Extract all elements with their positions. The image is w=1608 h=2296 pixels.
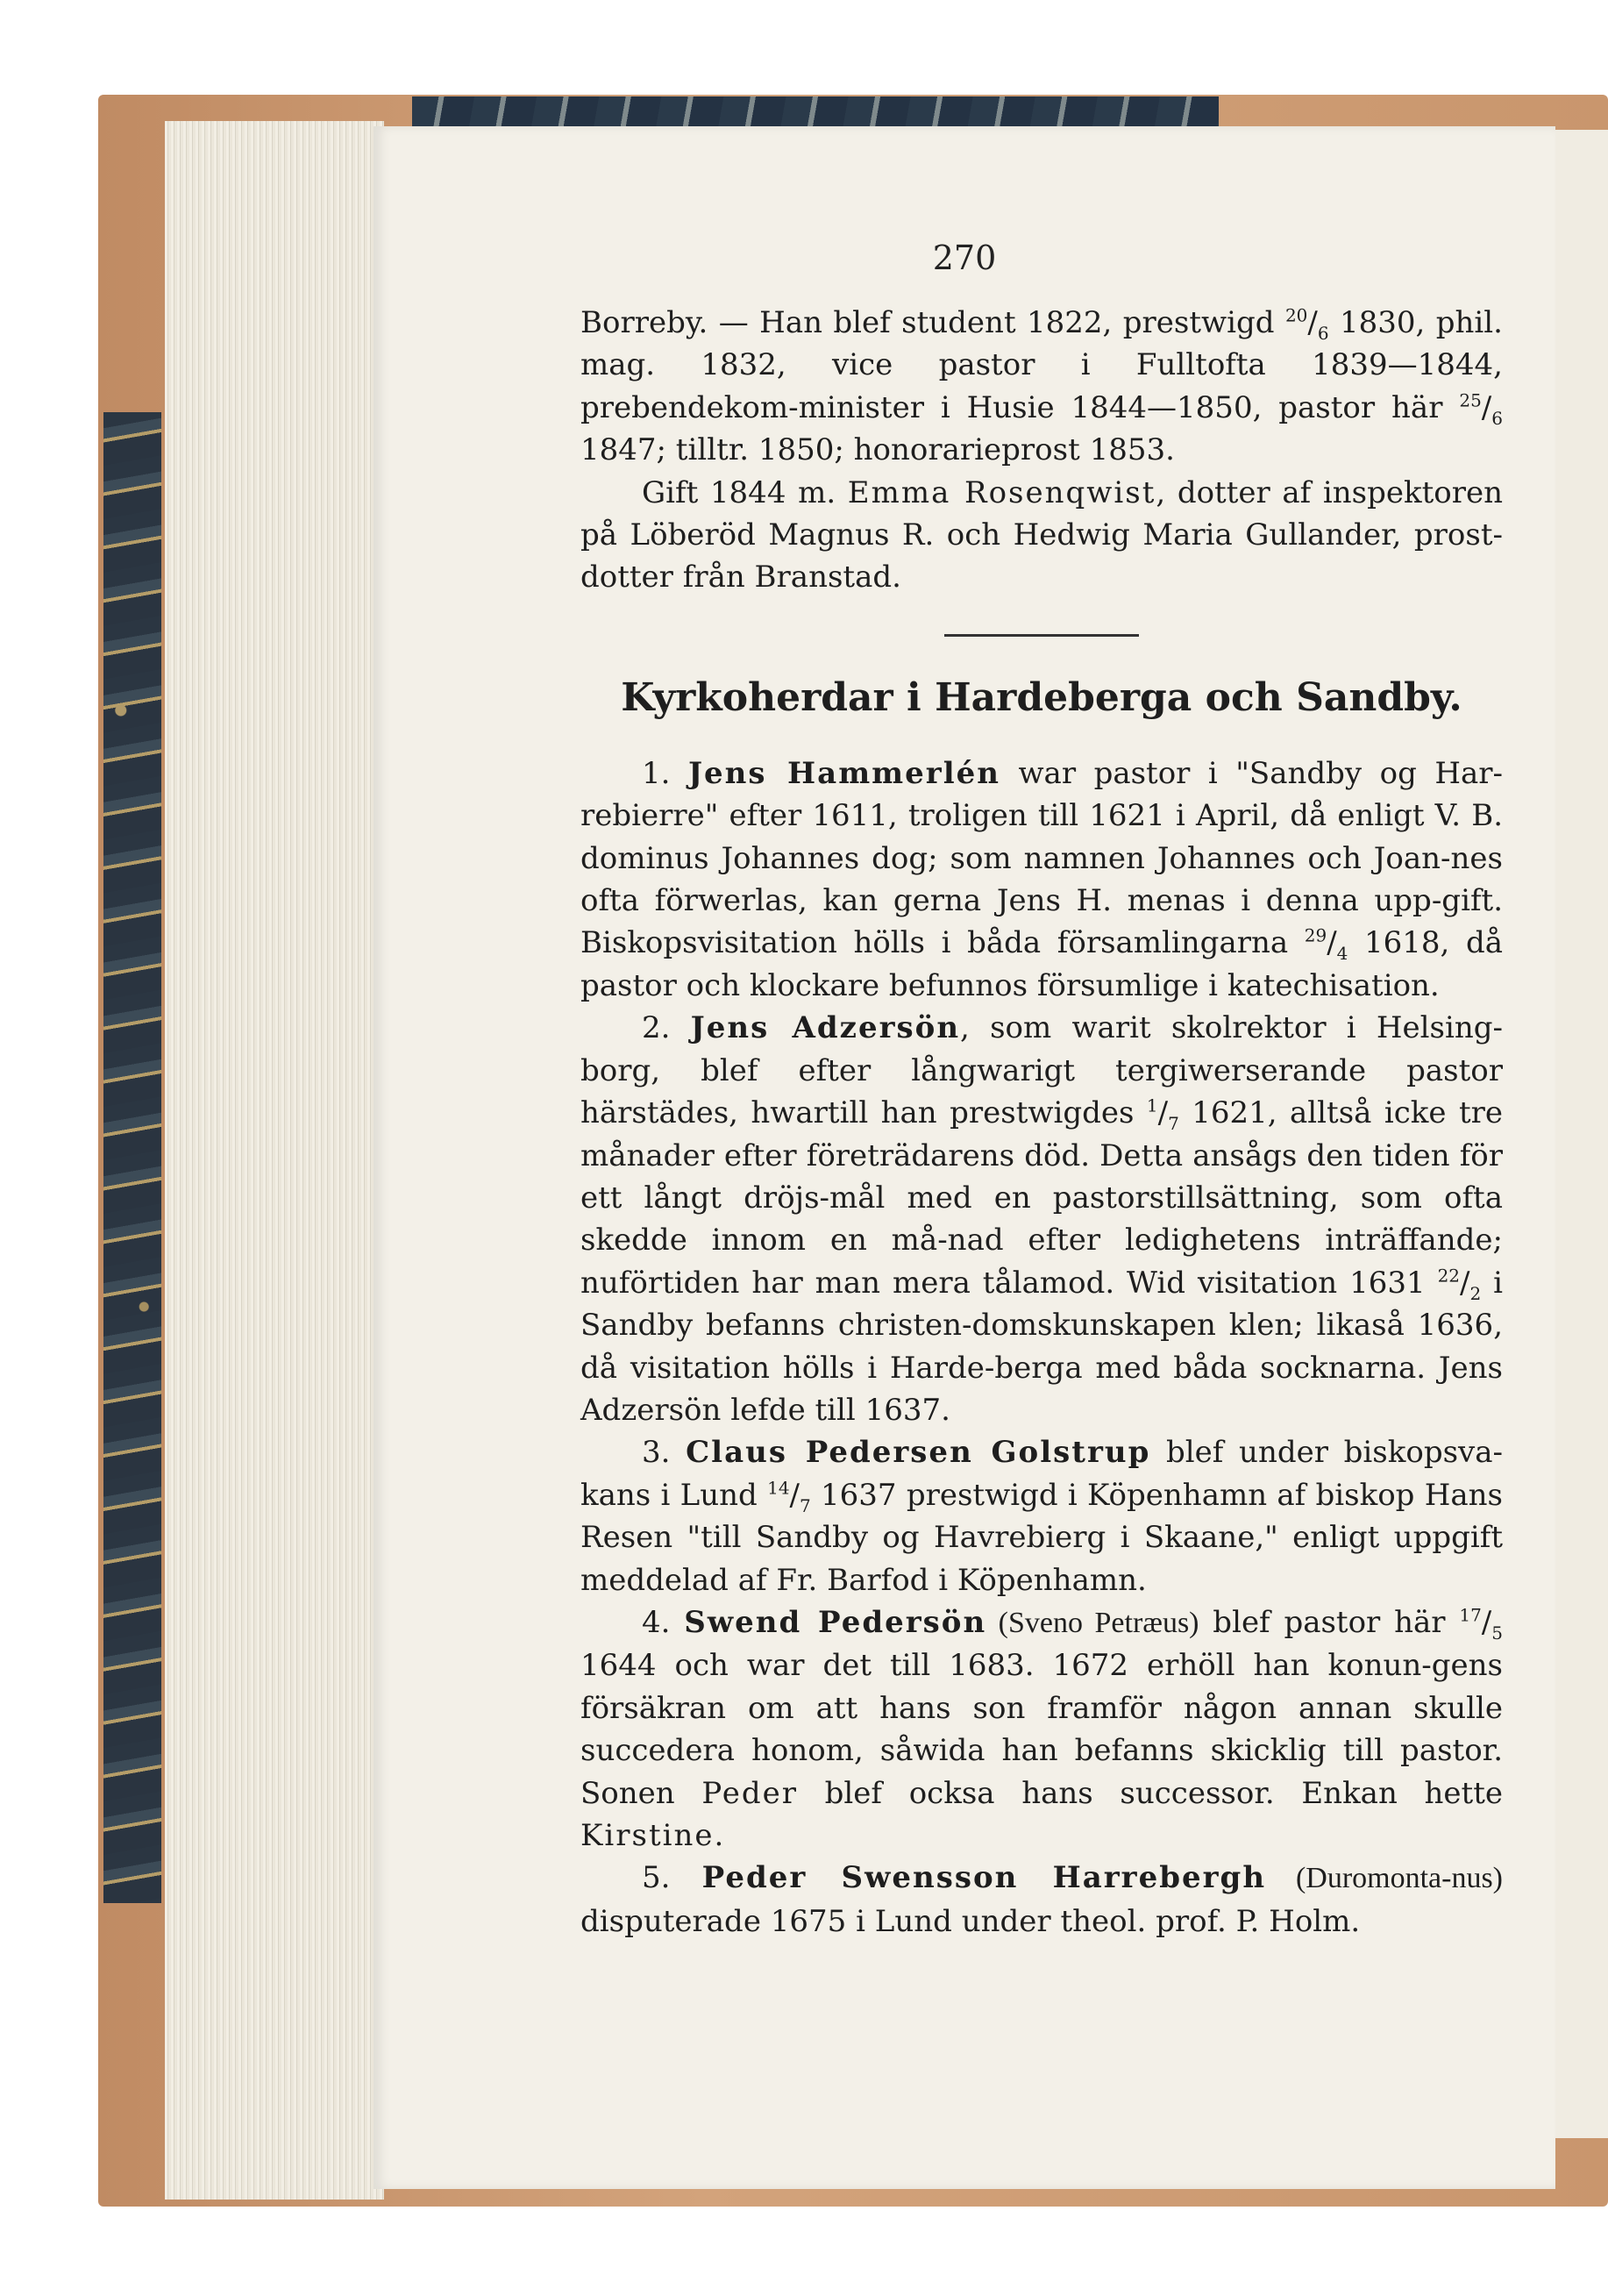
entry-text: 1618, då pastor och klockare befunnos försumlige i katechisation. <box>580 925 1503 1003</box>
entry-name: Swend Pedersön <box>684 1604 987 1640</box>
page-text <box>580 302 1503 1943</box>
fraction-numerator: 22 <box>1437 1265 1461 1287</box>
section-divider <box>944 634 1139 637</box>
latin-name: (Sveno Petræus) <box>986 1606 1199 1639</box>
fraction-denominator: 5 <box>1491 1622 1503 1644</box>
section-heading: Kyrkoherdar i Hardeberga och Sandby. <box>621 674 1462 720</box>
fraction-denominator: 2 <box>1469 1282 1482 1304</box>
fraction-numerator: 14 <box>767 1477 790 1499</box>
entry-text: 1637 prestwigd i Köpenhamn af biskop Hans Resen "till Sandby og Havrebierg i Skaane," enligt uppgift meddelad af Fr. Barfod i Köpenhamn. <box>580 1477 1503 1598</box>
fraction-numerator: 25 <box>1459 389 1482 411</box>
entry-name: Claus Pedersen Golstrup <box>686 1435 1151 1471</box>
fraction-numerator: 1 <box>1146 1095 1158 1116</box>
latin-name: (Duromonta-nus) <box>1266 1862 1504 1895</box>
entry-text: blef pastor här <box>1199 1604 1460 1640</box>
page-edges <box>165 121 384 2200</box>
entry-text: war pastor i "Sandby og Har-rebierre" efter 1611, troligen till 1621 i April, då enligt V. B. dominus Johannes dog; som namnen Johannes och Joan-nes ofta förwerlas, kan gerna Jens H. menas i denna upp-gift. Biskopsvisitation hölls i båda församlingarna <box>580 755 1503 961</box>
entry-number: 4. <box>642 1604 671 1640</box>
intro-p1-text-2: 1830, phil. mag. 1832, vice pastor i Fulltofta 1839—1844, prebendekom-minister i Husie 1844—1850, pastor här <box>580 305 1503 425</box>
entry-4: 4. Swend Pedersön (Sveno Petræus) blef pastor här $^{17}/_5$ 1644 och war det till 1683. 1672 erhöll han konun-gens försäkran om att hans son framför någon annan skulle succedera honom, såwida han befanns skicklig till pastor. Sonen Peder blef ocksa hans successor. Enkan hette Kirstine. <box>580 1604 1503 1853</box>
entry-number: 3. <box>642 1435 671 1471</box>
fraction-denominator: 4 <box>1336 943 1348 965</box>
intro-p1-text-1: Borreby. — Han blef student 1822, prestwigd <box>580 305 1285 340</box>
entry-name: Jens Hammerlén <box>687 755 1000 791</box>
intro-p1-text-3: 1847; tilltr. 1850; honorarieprost 1853. <box>580 432 1175 468</box>
spouse-name: Emma Rosenqwist <box>847 474 1156 510</box>
entry-text: i Sandby befanns christen-domskunskapen klen; likaså 1636, då visitation hölls i Harde-berga med båda socknarna. Jens Adzersön lefde till 1637. <box>580 1265 1504 1428</box>
entry-text: , som warit skolrektor i Helsing-borg, blef efter långwarigt tergiwerserande pastor härstädes, hwartill han prestwigdes <box>580 1010 1503 1131</box>
entry-text: blef under biskopsva-kans i Lund <box>580 1435 1503 1513</box>
fraction-numerator: 20 <box>1284 304 1308 326</box>
fraction-denominator: 7 <box>1168 1112 1179 1134</box>
entry-number: 5. <box>642 1860 671 1896</box>
entry-number: 1. <box>642 755 671 791</box>
entry-2: 2. Jens Adzersön, som warit skolrektor i Helsing-borg, blef efter långwarigt tergiwerserande pastor härstädes, hwartill han prestwigdes $^1/_7$ 1621, alltså icke tre månader efter företrädarens död. Detta ansågs den tiden för ett långt dröjs-mål med en pastorstillsättning, som ofta skedde innom en må-nad efter ledighetens inträffande; nuförtiden har man mera tålamod. Wid visitation 1631 $^{22}/_2$ i Sandby befanns christen-domskunskapen klen; likaså 1636, då visitation hölls i Harde-berga med båda socknarna. Jens Adzersön lefde till 1637. <box>580 1010 1504 1428</box>
entry-text: 1644 och war det till 1683. 1672 erhöll han konun-gens försäkran om att hans son framför någon annan skulle succedera honom, såwida han befanns skicklig till pastor. Sonen <box>580 1648 1503 1811</box>
widow-name: Kirstine <box>580 1818 715 1853</box>
intro-p2-text-1: Gift 1844 m. <box>642 474 848 510</box>
entry-text: 1621, alltså icke tre månader efter företrädarens död. Detta ansågs den tiden för ett långt dröjs-mål med en pastorstillsättning, som ofta skedde innom en må-nad efter ledighetens inträffande; nuförtiden har man mera tålamod. Wid visitation 1631 <box>580 1095 1503 1301</box>
entry-3: 3. Claus Pedersen Golstrup blef under biskopsva-kans i Lund $^{14}/_7$ 1637 prestwigd i Köpenhamn af biskop Hans Resen "till Sandby og Havrebierg i Skaane," enligt uppgift meddelad af Fr. Barfod i Köpenhamn. <box>580 1435 1503 1598</box>
entry-text: disputerade 1675 i Lund under theol. prof. P. Holm. <box>580 1903 1361 1939</box>
fraction-denominator: 6 <box>1317 322 1329 344</box>
fraction-numerator: 29 <box>1304 925 1327 947</box>
entry-number: 2. <box>642 1010 671 1046</box>
marbled-top-edge <box>412 96 1219 126</box>
entry-1: 1. Jens Hammerlén war pastor i "Sandby og Har-rebierre" efter 1611, troligen till 1621 i April, då enligt V. B. dominus Johannes dog; som namnen Johannes och Joan-nes ofta förwerlas, kan gerna Jens H. menas i denna upp-gift. Biskopsvisitation hölls i båda församlingarna $^{29}/_4$ 1618, då pastor och klockare befunnos försumlige i katechisation. <box>580 755 1503 1003</box>
right-page-edge <box>1552 130 1608 2138</box>
entry-text: . <box>714 1818 724 1853</box>
intro-p2-text-2: , dotter af inspektoren på Löberöd Magnus R. och Hedwig Maria Gullander, prost-dotter från Branstad. <box>580 474 1503 595</box>
intro-paragraph-2 <box>580 472 1503 599</box>
book-page <box>374 126 1555 2189</box>
entry-name: Peder Swensson Harrebergh <box>701 1860 1267 1896</box>
entry-text: blef ocksa hans successor. Enkan hette <box>797 1775 1503 1811</box>
intro-paragraph-1: Borreby. — Han blef student 1822, prestwigd $^{20}/_6$ 1830, phil. mag. 1832, vice pastor i Fulltofta 1839—1844, prebendekom-minister i Husie 1844—1850, pastor här $^{25}/_6$ 1847; tilltr. 1850; honorarieprost 1853. <box>580 304 1503 468</box>
son-name: Peder <box>701 1775 798 1811</box>
page-number: 270 <box>932 239 997 277</box>
fraction-denominator: 7 <box>800 1494 811 1516</box>
fraction-denominator: 6 <box>1491 407 1503 429</box>
entry-name: Jens Adzersön <box>690 1010 961 1046</box>
entry-5 <box>580 1857 1503 1943</box>
fraction-numerator: 17 <box>1459 1604 1482 1626</box>
marbled-spine <box>103 412 161 1903</box>
